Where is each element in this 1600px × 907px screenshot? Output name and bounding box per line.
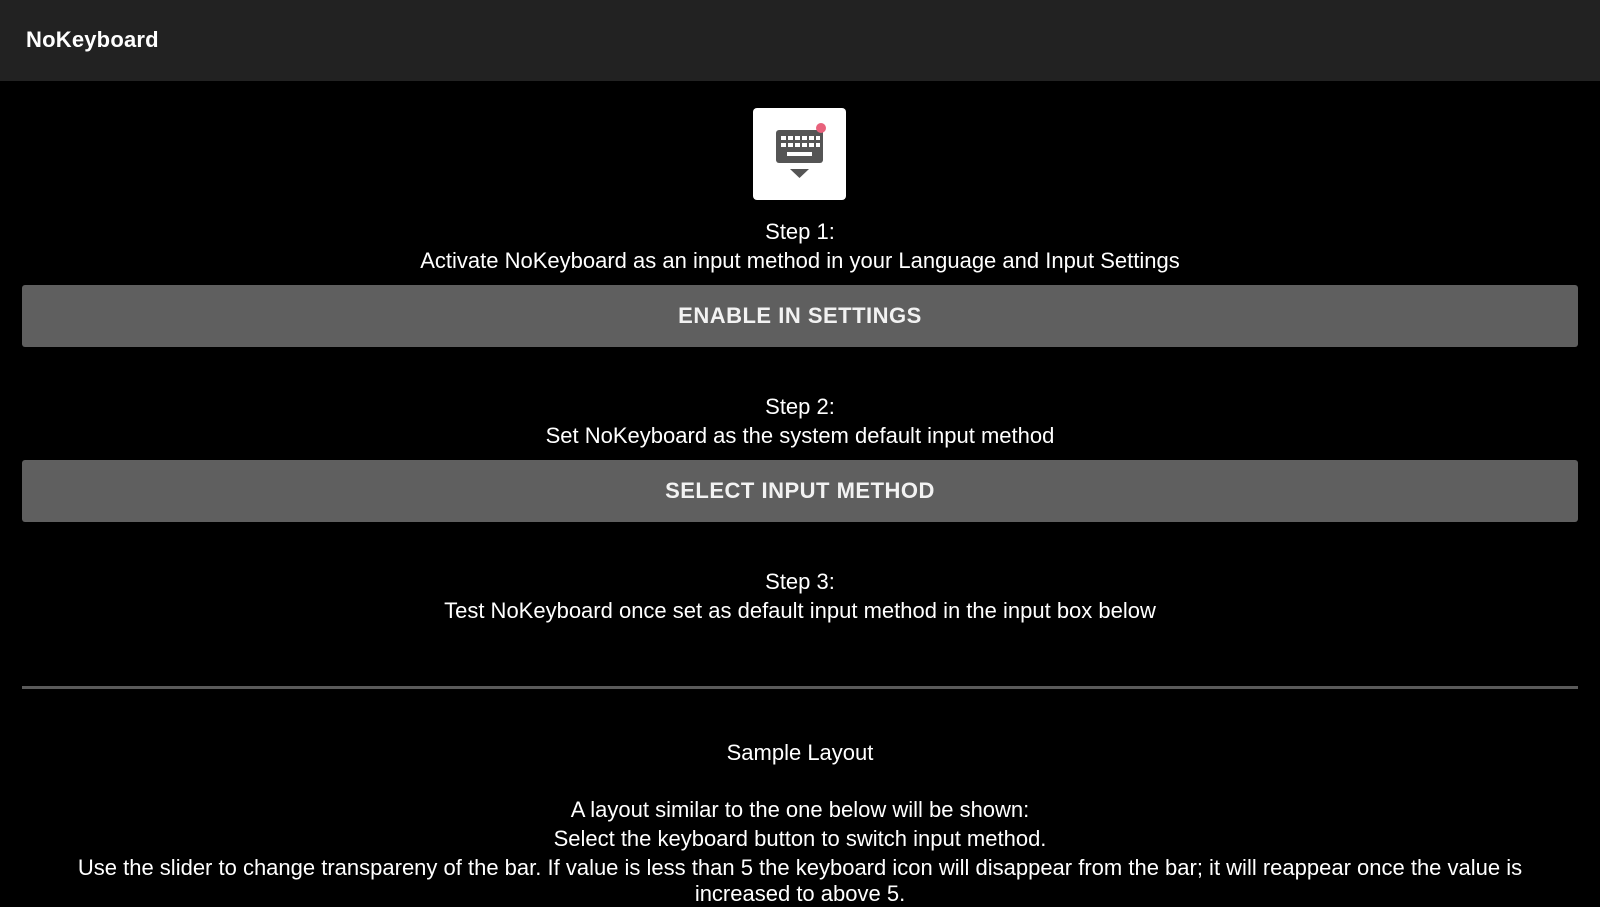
sample-layout-line-2: Select the keyboard button to switch input method.: [553, 826, 1047, 851]
step-2-description: Set NoKeyboard as the system default input method: [545, 423, 1055, 448]
app-bar: [0, 0, 1600, 81]
app-title: NoKeyboard: [26, 27, 159, 52]
section-divider: [22, 686, 1578, 689]
step-1-title: Step 1:: [765, 219, 835, 244]
step-3-title: Step 3:: [765, 569, 835, 594]
keyboard-hide-icon-graphic: [753, 108, 846, 200]
select-input-method-button[interactable]: SELECT INPUT METHOD: [22, 460, 1578, 522]
sample-layout-line-4: increased to above 5.: [694, 881, 906, 906]
step-3-description: Test NoKeyboard once set as default input method in the input box below: [444, 598, 1156, 623]
sample-layout-line-3: Use the slider to change transpareny of the bar. If value is less than 5 the keyboard icon will disappear from the bar; it will reappear once the value is: [77, 855, 1523, 880]
step-2-title: Step 2:: [765, 394, 835, 419]
enable-in-settings-button[interactable]: ENABLE IN SETTINGS: [22, 285, 1578, 347]
sample-layout-heading: Sample Layout: [726, 740, 874, 765]
keyboard-hide-icon: [753, 108, 846, 200]
sample-layout-line-1: A layout similar to the one below will be shown:: [570, 797, 1030, 822]
step-1-description: Activate NoKeyboard as an input method in your Language and Input Settings: [420, 248, 1180, 273]
